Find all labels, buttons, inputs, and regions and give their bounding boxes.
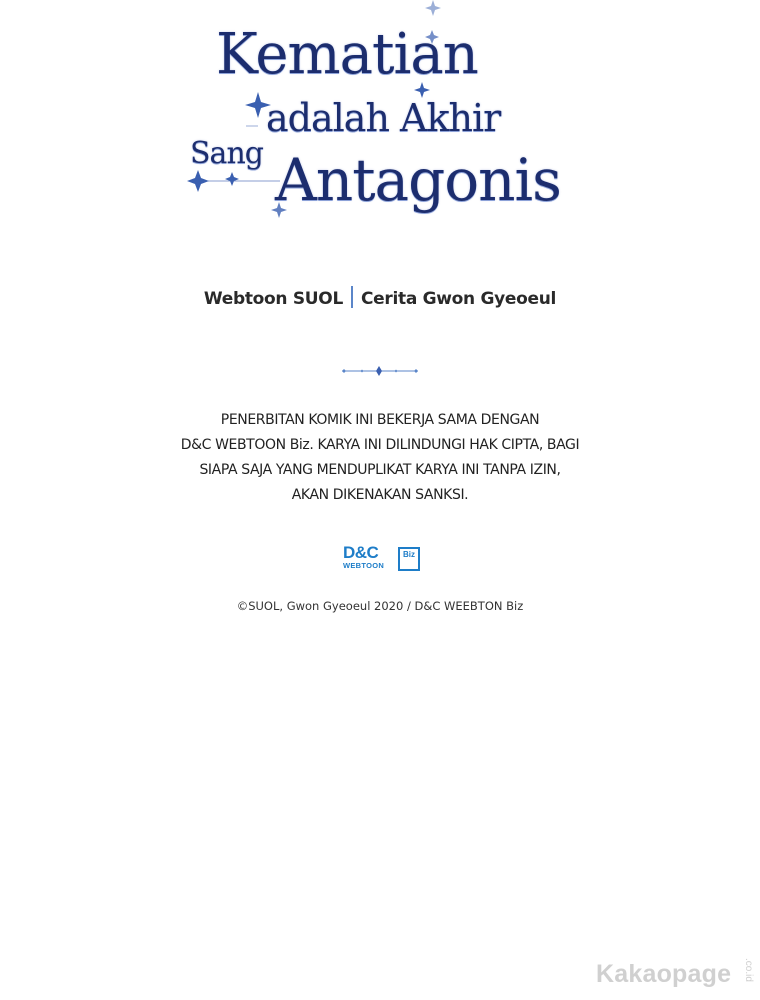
kakaopage-watermark: Kakaopage bbox=[596, 960, 732, 988]
dc-webtoon-logo bbox=[343, 544, 425, 574]
watermark-domain: .co.id bbox=[743, 958, 754, 982]
logo-sub-text: WEBTOON bbox=[343, 561, 385, 570]
notice-line: SIAPA SAJA YANG MENDUPLIKAT KARYA INI TANPA IZIN, bbox=[199, 462, 561, 478]
credit-art: Webtoon SUOL bbox=[203, 289, 343, 309]
comic-title bbox=[0, 0, 760, 230]
notice-line: PENERBITAN KOMIK INI BEKERJA SAMA DENGAN bbox=[220, 412, 540, 428]
logo-biz-box: Biz bbox=[398, 547, 420, 571]
notice-line: AKAN DIKENAKAN SANKSI. bbox=[291, 487, 469, 503]
title-line-3a: Sang bbox=[190, 136, 263, 171]
credit-story: Cerita Gwon Gyeoeul bbox=[360, 289, 557, 309]
logo-main-text: D&C bbox=[343, 543, 379, 562]
copyright-line: ©SUOL, Gwon Gyeoeul 2020 / D&C WEEBTON Biz bbox=[236, 599, 524, 613]
credits bbox=[0, 286, 760, 309]
copyright-notice bbox=[0, 408, 760, 508]
title-line-2: adalah Akhir bbox=[266, 96, 501, 140]
notice-line: D&C WEBTOON Biz. KARYA INI DILINDUNGI HAK CIPTA, BAGI bbox=[180, 437, 580, 453]
diamond-divider-icon bbox=[340, 364, 420, 378]
title-line-1: Kematian bbox=[216, 22, 478, 87]
title-line-3b: Antagonis bbox=[275, 146, 561, 214]
credit-separator bbox=[351, 286, 353, 308]
